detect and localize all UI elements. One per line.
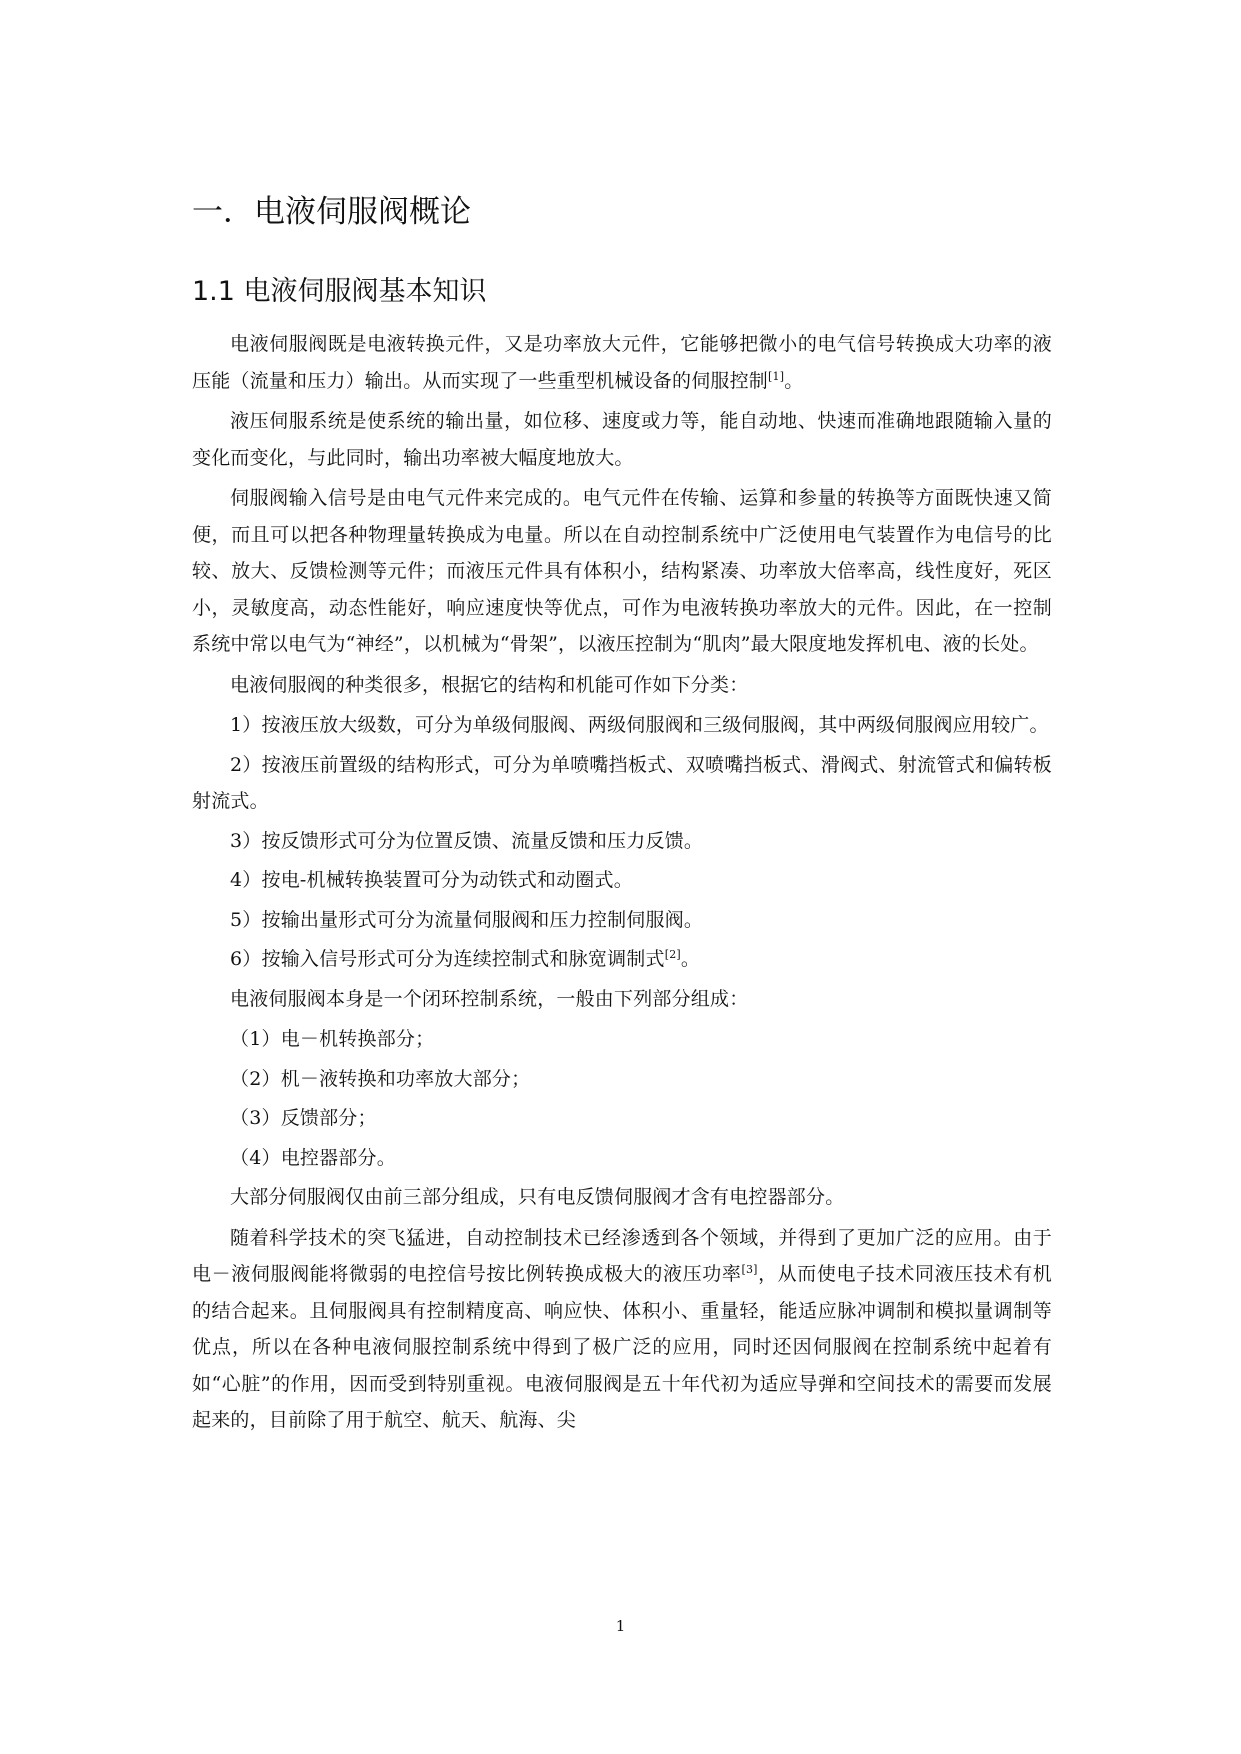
list-item-6 bbox=[192, 941, 1052, 978]
list-item-text: 5）按输出量形式可分为流量伺服阀和压力控制伺服阀。 bbox=[230, 908, 704, 931]
list-item-text: 4）按电-机械转换装置可分为动铁式和动圈式。 bbox=[230, 869, 633, 891]
citation-ref: [2] bbox=[664, 948, 681, 961]
list-item-text: （3）反馈部分； bbox=[230, 1107, 377, 1129]
paragraph-tail: 。 bbox=[680, 948, 701, 970]
paragraph-7 bbox=[192, 1220, 1052, 1439]
paragraph-tail: ，从而使电子技术同液压技术有机的结合起来。且伺服阀具有控制精度高、响应快、体积小、重量轻，能适应脉冲调制和模拟量调制等优点，所以在各种电液伺服控制系统中得到了极广泛的应用，同时还因伺服阀在控制系统中起着有如“心脏”的作用，因而受到特别重视。电液伺服阀是五十年代初为适应导弹和空间技术的需要而发展起来的，目前除了用于航空、航天、航海、尖 bbox=[192, 1263, 1052, 1431]
page-number: 1 bbox=[615, 1617, 626, 1635]
list-item-text: 1）按液压放大级数，可分为单级伺服阀、两级伺服阀和三级伺服阀，其中两级伺服阀应用较广。 bbox=[230, 714, 1049, 736]
list-item-text: 2）按液压前置级的结构形式，可分为单喷嘴挡板式、双喷嘴挡板式、滑阀式、射流管式和偏转板射流式。 bbox=[192, 753, 1052, 812]
page-content bbox=[192, 192, 1052, 1443]
paragraph-6 bbox=[192, 1179, 1052, 1216]
paragraph-text: 电液伺服阀既是电液转换元件，又是功率放大元件，它能够把微小的电气信号转换成大功率的液压能（流量和压力）输出。从而实现了一些重型机械设备的伺服控制 bbox=[192, 333, 1052, 392]
paragraph-text: 大部分伺服阀仅由前三部分组成，只有电反馈伺服阀才含有电控器部分。 bbox=[230, 1186, 845, 1208]
component-item-2 bbox=[192, 1061, 1052, 1098]
citation-ref: [1] bbox=[768, 369, 785, 383]
list-item-1 bbox=[192, 707, 1052, 744]
paragraph-1 bbox=[192, 326, 1052, 399]
list-item-text: 3）按反馈形式可分为位置反馈、流量反馈和压力反馈。 bbox=[230, 829, 704, 852]
component-item-1 bbox=[192, 1021, 1052, 1058]
list-item-text: （4）电控器部分。 bbox=[230, 1146, 396, 1169]
paragraph-4 bbox=[192, 667, 1052, 704]
paragraph-text: 伺服阀输入信号是由电气元件来完成的。电气元件在传输、运算和参量的转换等方面既快速又简便，而且可以把各种物理量转换成为电量。所以在自动控制系统中广泛使用电气装置作为电信号的比较、放大、反馈检测等元件；而液压元件具有体积小，结构紧凑、功率放大倍率高，线性度好，死区小，灵敏度高，动态性能好，响应速度快等优点，可作为电液转换功率放大的元件。因此，在一控制系统中常以电气为“神经”，以机械为“骨架”，以液压控制为“肌肉”最大限度地发挥机电、液的长处。 bbox=[192, 487, 1052, 655]
list-item-text: （2）机－液转换和功率放大部分； bbox=[230, 1067, 531, 1090]
component-item-3 bbox=[192, 1100, 1052, 1137]
list-item-text: （1）电－机转换部分； bbox=[230, 1028, 435, 1050]
paragraph-text: 液压伺服系统是使系统的输出量，如位移、速度或力等，能自动地、快速而准确地跟随输入量的变化而变化，与此同时，输出功率被大幅度地放大。 bbox=[192, 410, 1052, 469]
list-item-5 bbox=[192, 902, 1052, 939]
section-heading: 1.1 电液伺服阀基本知识 bbox=[192, 276, 487, 307]
paragraph-tail: 。 bbox=[784, 369, 804, 392]
list-item-4 bbox=[192, 862, 1052, 899]
paragraph-text: 电液伺服阀的种类很多，根据它的结构和机能可作如下分类： bbox=[230, 673, 749, 696]
paragraph-text: 随着科学技术的突飞猛进，自动控制技术已经渗透到各个领域，并得到了更加广泛的应用。由于电－液伺服阀能将微弱的电控信号按比例转换成极大的液压功率 bbox=[192, 1226, 1052, 1285]
paragraph-text: 电液伺服阀本身是一个闭环控制系统，一般由下列部分组成： bbox=[230, 987, 749, 1010]
chapter-heading: 一．电液伺服阀概论 bbox=[192, 194, 471, 230]
component-item-4 bbox=[192, 1140, 1052, 1177]
paragraph-5 bbox=[192, 981, 1052, 1018]
paragraph-2 bbox=[192, 403, 1052, 476]
paragraph-3 bbox=[192, 480, 1052, 663]
list-item-text: 6）按输入信号形式可分为连续控制式和脉宽调制式 bbox=[230, 948, 665, 970]
list-item-2 bbox=[192, 747, 1052, 820]
list-item-3 bbox=[192, 823, 1052, 860]
citation-ref: [3] bbox=[741, 1263, 758, 1276]
